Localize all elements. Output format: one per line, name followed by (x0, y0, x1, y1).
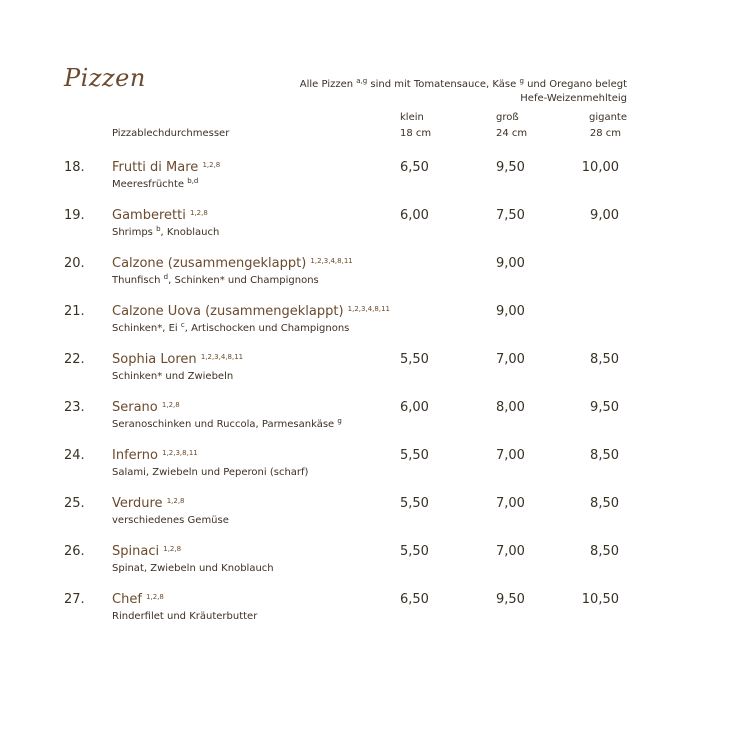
item-number: 23. (64, 400, 85, 415)
price-gigante: 9,00 (590, 208, 619, 223)
price-gigante: 8,50 (590, 544, 619, 559)
price-gigante: 10,50 (581, 592, 619, 607)
item-number: 21. (64, 304, 85, 319)
size-label: Pizzablechdurchmesser (112, 128, 230, 139)
item-name-allergens: 1,2,3,8,11 (162, 449, 198, 457)
price-gross: 7,00 (496, 544, 525, 559)
price-klein: 5,50 (400, 496, 429, 511)
item-name: Calzone Uova (zusammengeklappt) $^{1,2,3,4,8,11}$ (112, 304, 390, 319)
menu-item (0, 160, 755, 204)
item-name-allergens: 1,2,8 (166, 497, 185, 505)
price-klein: 5,50 (400, 544, 429, 559)
price-gross: 9,00 (496, 256, 525, 271)
size-gigante-name: gigante (588, 112, 627, 123)
item-description: Shrimps $^b$, Knoblauch (112, 225, 220, 238)
menu-item (0, 400, 755, 444)
item-description: Rinderfilet und Kräuterbutter (112, 611, 258, 622)
item-description: verschiedenes Gemüse (112, 515, 229, 526)
item-number: 27. (64, 592, 85, 607)
menu-item (0, 352, 755, 396)
item-name-allergens: 1,2,8 (163, 545, 182, 553)
price-gigante: 9,50 (590, 400, 619, 415)
item-name: Spinaci $^{1,2,8}$ (112, 544, 182, 559)
item-name: Sophia Loren $^{1,2,3,4,8,11}$ (112, 352, 244, 367)
item-number: 25. (64, 496, 85, 511)
price-klein: 6,50 (400, 592, 429, 607)
price-gross: 9,00 (496, 304, 525, 319)
item-desc-allergens: g (337, 417, 342, 425)
price-gigante: 8,50 (590, 448, 619, 463)
note-line-2: Hefe-Weizenmehlteig (520, 93, 627, 104)
price-gigante: 8,50 (590, 496, 619, 511)
item-name: Serano $^{1,2,8}$ (112, 400, 180, 415)
item-name-allergens: 1,2,8 (146, 593, 164, 601)
item-number: 24. (64, 448, 85, 463)
item-description: Thunfisch $^d$, Schinken* und Champignons (112, 273, 319, 286)
item-name-allergens: 1,2,8 (189, 209, 208, 217)
size-gigante-diameter: 28 cm (589, 128, 621, 139)
price-gross: 7,00 (496, 352, 525, 367)
item-number: 22. (64, 352, 85, 367)
menu-item (0, 208, 755, 252)
item-name-allergens: 1,2,3,4,8,11 (310, 257, 353, 265)
menu-item (0, 592, 755, 636)
item-name: Calzone (zusammengeklappt) $^{1,2,3,4,8,11}$ (112, 256, 353, 271)
item-name: Gamberetti $^{1,2,8}$ (112, 208, 208, 223)
size-klein-diameter: 18 cm (400, 128, 432, 139)
item-name-allergens: 1,2,3,4,8,11 (347, 305, 390, 313)
menu-item (0, 496, 755, 540)
size-klein-name: klein (400, 112, 424, 123)
item-name: Verdure $^{1,2,8}$ (112, 496, 185, 511)
item-description: Salami, Zwiebeln und Peperoni (scharf) (112, 467, 309, 478)
price-klein: 5,50 (400, 448, 429, 463)
price-klein: 5,50 (400, 352, 429, 367)
price-gross: 7,00 (496, 496, 525, 511)
item-name-allergens: 1,2,8 (161, 401, 180, 409)
price-gross: 8,00 (496, 400, 525, 415)
pizza-note (287, 78, 627, 106)
item-number: 20. (64, 256, 85, 271)
item-number: 19. (64, 208, 85, 223)
price-gross: 7,00 (496, 448, 525, 463)
menu-item (0, 448, 755, 492)
item-name: Chef $^{1,2,8}$ (112, 592, 164, 607)
price-gross: 9,50 (496, 160, 525, 175)
menu-item (0, 544, 755, 588)
size-gross-name: groß (496, 112, 519, 123)
item-description: Meeresfrüchte $^{b,d}$ (112, 177, 199, 190)
item-name-allergens: 1,2,8 (202, 161, 221, 169)
item-description: Spinat, Zwiebeln und Knoblauch (112, 563, 274, 574)
menu-item (0, 256, 755, 300)
size-gross-diameter: 24 cm (496, 128, 528, 139)
item-desc-allergens: b,d (187, 177, 199, 185)
price-gross: 9,50 (496, 592, 525, 607)
item-description: Schinken*, Ei $^c$, Artischocken und Champignons (112, 321, 350, 334)
page-title: Pizzen (64, 64, 146, 92)
price-klein: 6,00 (400, 208, 429, 223)
item-name: Inferno $^{1,2,3,8,11}$ (112, 448, 198, 463)
item-desc-allergens: c (180, 321, 185, 329)
price-gross: 7,50 (496, 208, 525, 223)
item-desc-allergens: d (163, 273, 169, 281)
price-gigante: 10,00 (581, 160, 619, 175)
item-name: Frutti di Mare $^{1,2,8}$ (112, 160, 221, 175)
item-number: 18. (64, 160, 85, 175)
item-description: Seranoschinken und Ruccola, Parmesankäse $^g$ (112, 417, 342, 430)
item-number: 26. (64, 544, 85, 559)
item-name-allergens: 1,2,3,4,8,11 (200, 353, 244, 361)
menu-item (0, 304, 755, 348)
item-desc-allergens: b (156, 225, 161, 233)
item-description: Schinken* und Zwiebeln (112, 371, 234, 382)
price-klein: 6,00 (400, 400, 429, 415)
price-klein: 6,50 (400, 160, 429, 175)
note-line-1: Alle Pizzen $^{a,g}$ sind mit Tomatensauce, Käse $^g$ und Oregano belegt (299, 77, 627, 90)
price-gigante: 8,50 (590, 352, 619, 367)
